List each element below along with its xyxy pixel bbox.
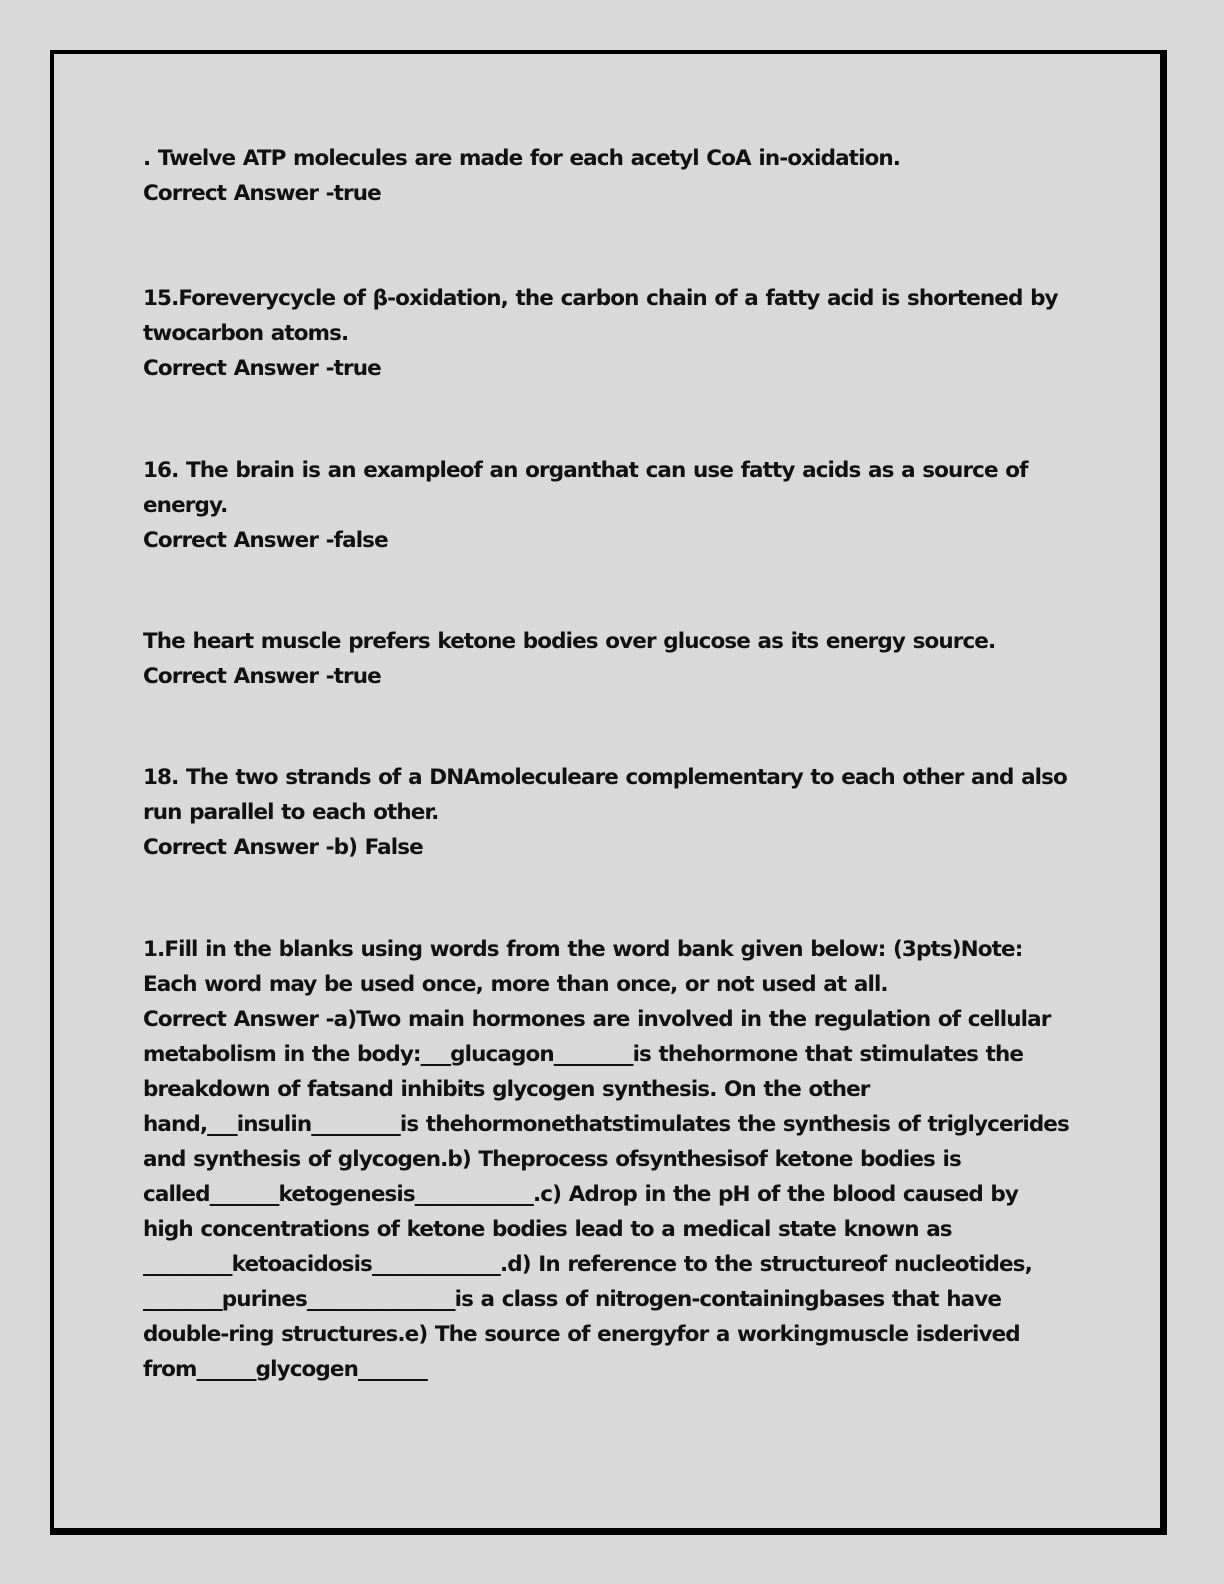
answer-text: Correct Answer -b) False xyxy=(143,835,423,860)
question-text: . Twelve ATP molecules are made for each acetyl CoA in-oxidation. xyxy=(143,146,901,171)
question-text: 15.Foreverycycle of β-oxidation, the carbon chain of a fatty acid is shortened by twocarbon atoms. xyxy=(143,286,1058,346)
question-text: 16. The brain is an exampleof an organthat can use fatty acids as a source of energy. xyxy=(143,458,1028,518)
qa-item xyxy=(143,281,1073,386)
answer-text: Correct Answer -false xyxy=(143,528,388,553)
question-text: The heart muscle prefers ketone bodies over glucose as its energy source. xyxy=(143,629,996,654)
qa-item xyxy=(143,453,1073,558)
qa-item xyxy=(143,141,1073,211)
answer-text: Correct Answer -a)Two main hormones are involved in the regulation of cellular metabolism in the body:___glucagon________is thehormone that stimulates the breakdown of fatsand inhibits glycogen synthesis. On the other hand,___insulin_________is thehormonethatstimulates the synthesis of triglycerides and synthesis of glycogen.b) Theprocess ofsynthesisof ketone bodies is called_______ketogenesis____________.c) Adrop in the pH of the blood caused by high concentrations of ketone bodies lead to a medical state known as _________ketoacidosis_____________.d) In reference to the structureof nucleotides, ________purines_______________is a class of nitrogen-containingbases that have double-ring structures.e) The source of energyfor a workingmuscle isderived from______glycogen_______ xyxy=(143,1007,1069,1382)
answer-text: Correct Answer -true xyxy=(143,664,381,689)
qa-item xyxy=(143,624,1073,694)
answer-text: Correct Answer -true xyxy=(143,356,381,381)
question-text: 1.Fill in the blanks using words from the word bank given below: (3pts)Note: Each word may be used once, more than once, or not used at all. xyxy=(143,937,1023,997)
answer-text: Correct Answer -true xyxy=(143,181,381,206)
qa-item xyxy=(143,932,1073,1387)
qa-item xyxy=(143,760,1073,865)
question-text: 18. The two strands of a DNAmoleculeare complementary to each other and also run parallel to each other. xyxy=(143,765,1067,825)
